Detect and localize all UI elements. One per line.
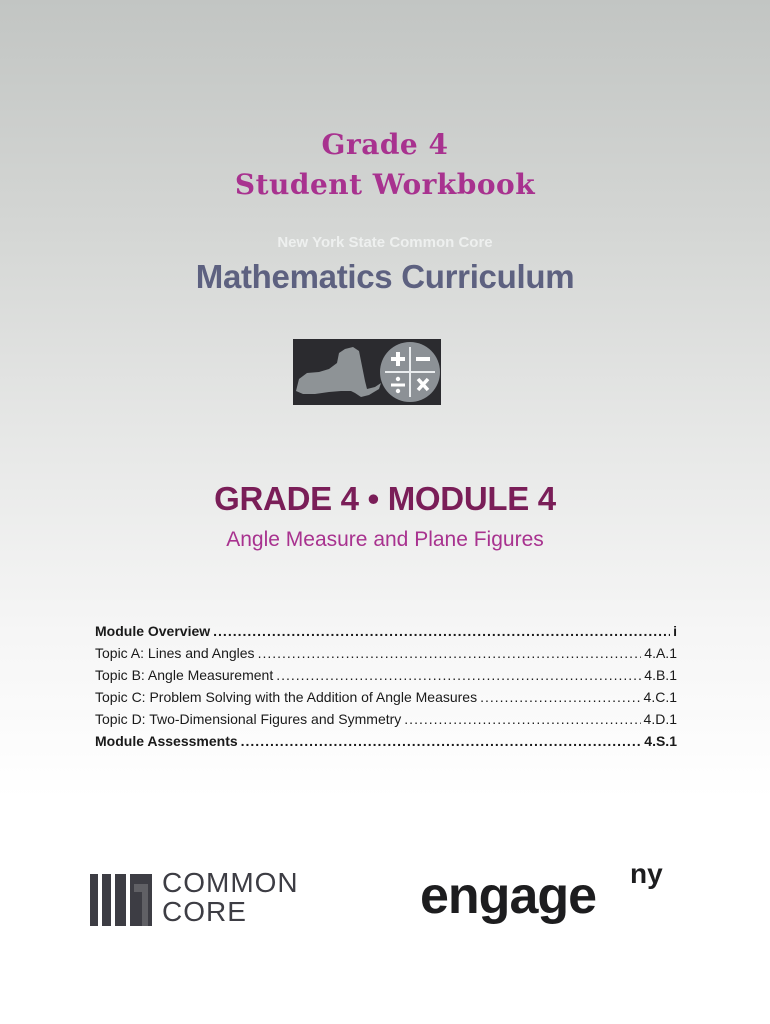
toc-page: 4.D.1 [643, 711, 677, 727]
engage-ny-superscript: ny [630, 858, 663, 889]
table-of-contents [95, 620, 677, 752]
common-core-wordmark [162, 868, 299, 926]
toc-label: Module Overview [95, 623, 211, 639]
toc-row-module-overview[interactable] [95, 620, 677, 642]
common-core-line1: COMMON [162, 867, 299, 898]
toc-label: Topic B: Angle Measurement [95, 667, 274, 683]
common-core-logo [90, 866, 340, 930]
toc-page: 4.C.1 [643, 689, 677, 705]
toc-leader-dots [213, 620, 670, 642]
toc-page: 4.S.1 [644, 733, 677, 749]
page-title-line1: Grade 4 [321, 128, 449, 161]
toc-label: Topic C: Problem Solving with the Addition of Angle Measures [95, 689, 478, 705]
subtitle: New York State Common Core [277, 234, 493, 251]
engage-wordmark: engage [420, 867, 597, 925]
toc-page: 4.B.1 [644, 667, 677, 683]
toc-label: Topic A: Lines and Angles [95, 645, 255, 661]
toc-row-topic-c[interactable] [95, 686, 677, 708]
common-core-bars-icon [90, 874, 152, 926]
new-york-state-icon [293, 339, 383, 405]
toc-leader-dots [241, 730, 642, 752]
math-operations-icon [379, 341, 441, 403]
page-title-line2: Student Workbook [234, 168, 536, 201]
toc-leader-dots [258, 642, 642, 664]
common-core-line2: CORE [162, 896, 247, 927]
toc-page: i [673, 623, 677, 639]
toc-page: 4.A.1 [644, 645, 677, 661]
toc-label: Topic D: Two-Dimensional Figures and Symmetry [95, 711, 402, 727]
toc-leader-dots [276, 664, 641, 686]
toc-label: Module Assessments [95, 733, 238, 749]
curriculum-heading: Mathematics Curriculum [195, 258, 575, 295]
toc-leader-dots [480, 686, 640, 708]
toc-row-topic-d[interactable] [95, 708, 677, 730]
module-title: Angle Measure and Plane Figures [226, 528, 544, 551]
toc-leader-dots [404, 708, 640, 730]
toc-row-topic-b[interactable] [95, 664, 677, 686]
curriculum-logo [293, 339, 441, 405]
toc-row-module-assessments[interactable] [95, 730, 677, 752]
module-heading: GRADE 4 • MODULE 4 [214, 480, 556, 517]
toc-row-topic-a[interactable] [95, 642, 677, 664]
engageny-logo [420, 860, 690, 932]
